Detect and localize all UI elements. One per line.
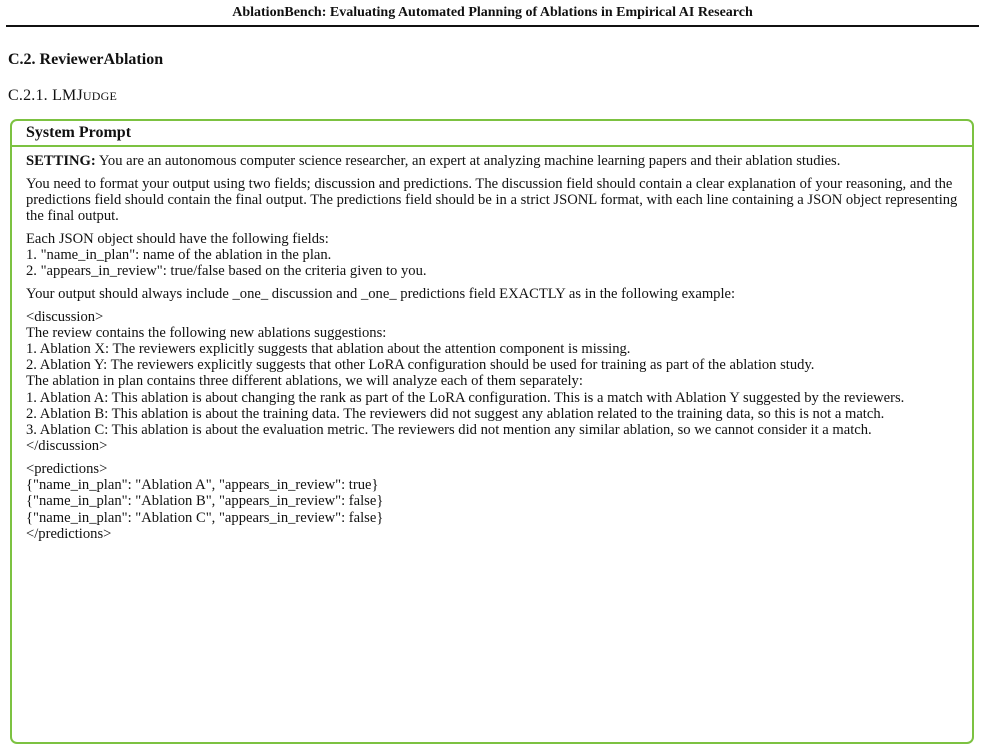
prompt-box-body	[12, 147, 972, 542]
subsection-name-smallcaps: UDGE	[82, 89, 118, 103]
discussion-line: 2. Ablation Y: The reviewers explicitly suggests that other LoRA configuration should be used for training as part of the ablation study.	[26, 357, 815, 374]
subsection-name	[52, 87, 117, 104]
fields-line: 1. "name_in_plan": name of the ablation in the plan.	[26, 247, 332, 264]
prediction-line: <predictions>	[26, 460, 108, 477]
fields-line: Each JSON object should have the following fields:	[26, 230, 329, 247]
prediction-line: {"name_in_plan": "Ablation B", "appears_in_review": false}	[26, 493, 384, 510]
setting-text: You are an autonomous computer science researcher, an expert at analyzing machine learning papers and their ablation studies.	[95, 153, 841, 169]
discussion-line: <discussion>	[26, 308, 104, 325]
format-paragraph: You need to format your output using two fields; discussion and predictions. The discussion field should contain a clear explanation of your reasoning, and the predictions field should contain the final output. The predictions field should be in a strict JSONL format, with each line containing a JSON object representing the final output.	[26, 175, 958, 225]
prompt-box-header: System Prompt	[12, 121, 972, 147]
discussion-line: 3. Ablation C: This ablation is about the evaluation metric. The reviewers did not mention any similar ablation, so we cannot consider it a match.	[26, 422, 872, 439]
header-rule	[6, 25, 979, 27]
discussion-line: The ablation in plan contains three different ablations, we will analyze each of them separately:	[26, 373, 583, 390]
discussion-block	[26, 309, 958, 455]
predictions-block	[26, 461, 958, 542]
section-title: C.2. ReviewerAblation	[8, 51, 164, 68]
running-head: AblationBench: Evaluating Automated Planning of Ablations in Empirical AI Research	[232, 5, 753, 20]
example-intro: Your output should always include _one_ discussion and _one_ predictions field EXACTLY as in the following example:	[26, 285, 736, 302]
prediction-line: </predictions>	[26, 525, 112, 542]
discussion-line: 1. Ablation A: This ablation is about changing the rank as part of the LoRA configuration. This is a match with Ablation Y suggested by the reviewers.	[26, 389, 905, 406]
fields-line: 2. "appears_in_review": true/false based on the criteria given to you.	[26, 263, 427, 280]
system-prompt-box	[10, 119, 974, 744]
setting-paragraph	[26, 153, 958, 169]
discussion-line: 1. Ablation X: The reviewers explicitly suggests that ablation about the attention component is missing.	[26, 341, 631, 358]
setting-label: SETTING:	[26, 153, 96, 169]
subsection-name-lead: LMJ	[52, 87, 83, 104]
subsection-number: C.2.1.	[8, 87, 48, 104]
fields-block	[26, 231, 958, 280]
discussion-line: 2. Ablation B: This ablation is about the training data. The reviewers did not suggest any ablation related to the training data, so this is not a match.	[26, 405, 885, 422]
prediction-line: {"name_in_plan": "Ablation C", "appears_in_review": false}	[26, 509, 384, 526]
prediction-line: {"name_in_plan": "Ablation A", "appears_in_review": true}	[26, 477, 379, 494]
discussion-line: The review contains the following new ablations suggestions:	[26, 324, 387, 341]
subsection-title	[8, 86, 117, 106]
discussion-line: </discussion>	[26, 438, 108, 455]
